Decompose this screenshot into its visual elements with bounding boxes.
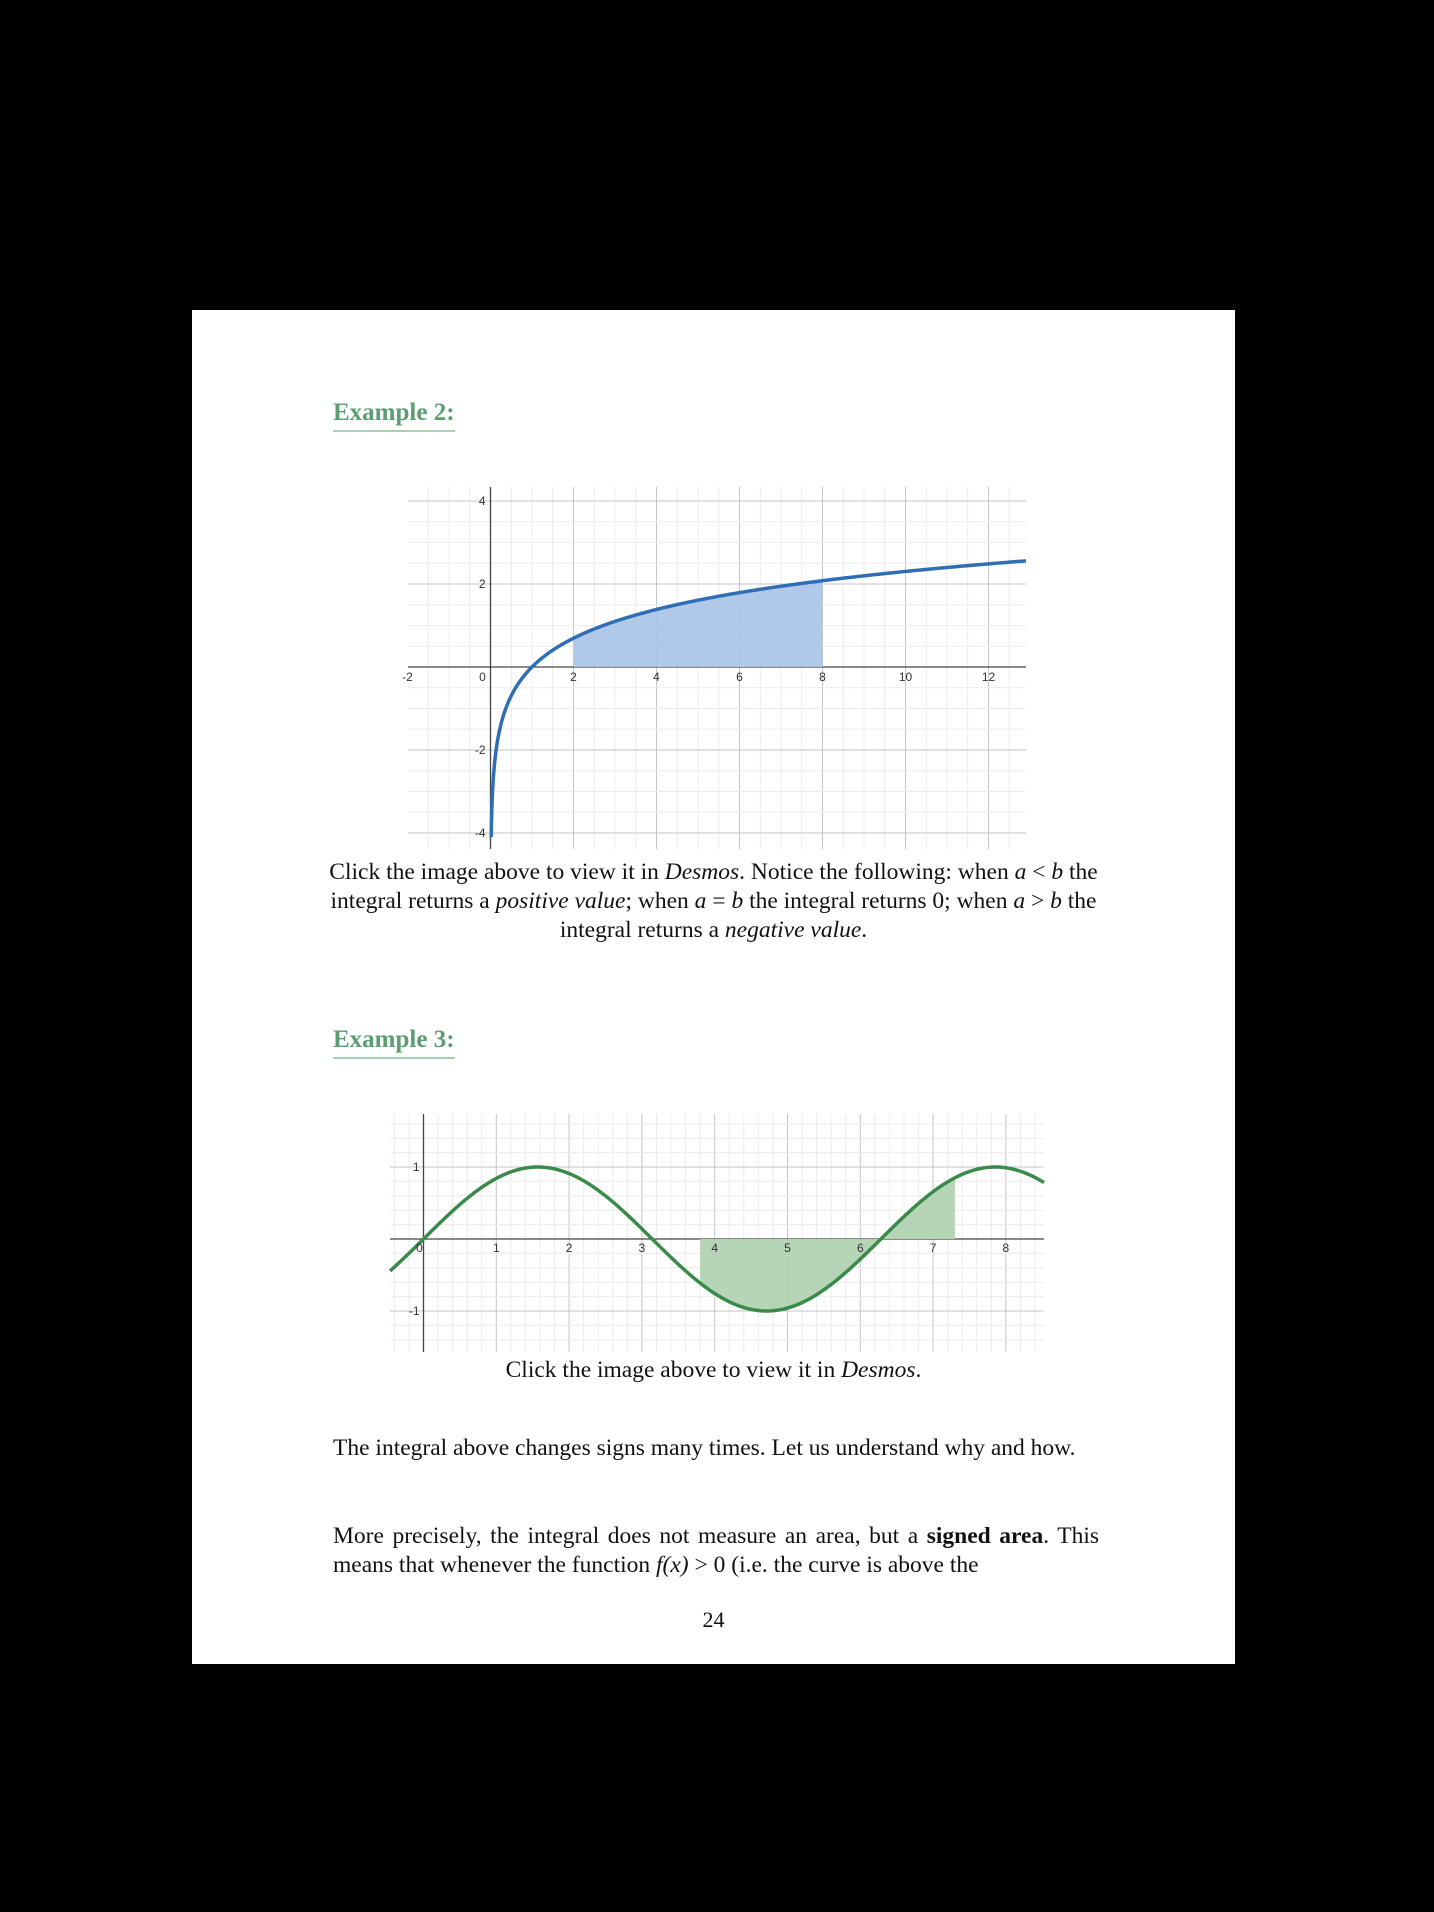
caption-text: the integral returns a [559,888,1097,943]
example-2-heading: Example 2: [333,398,455,432]
x-tick-label: 1 [492,1241,500,1255]
caption-text: the integral returns a [330,859,1098,914]
var-a: a [694,888,707,914]
x-tick-label: 8 [1002,1241,1010,1255]
caption-text: . [861,917,868,943]
caption-text: the integral returns 0; when [743,888,1014,914]
caption-text: ; when [625,888,695,914]
signed-area-term: signed area [926,1523,1044,1549]
paragraph-sign-changes: The integral above changes signs many times. Let us understand why and how. [333,1435,1076,1461]
x-tick-label: 0 [416,1241,423,1255]
equals: = [706,888,732,914]
positive-value: positive value [495,888,626,914]
x-tick-label: 6 [736,670,743,684]
x-tick-label: 4 [653,670,660,684]
var-b: b [1050,888,1062,914]
x-tick-label: 3 [638,1241,646,1255]
caption-text: . [915,1357,922,1383]
document-page [192,310,1235,1664]
example-3-desmos-graph[interactable] [390,1114,1044,1357]
example-3-caption [322,1356,1105,1385]
shaded-region [700,1178,955,1311]
x-tick-label: 7 [929,1241,937,1255]
x-tick-label: 2 [565,1241,573,1255]
paragraph-text: More precisely, the integral does not measure an area, but a [333,1523,927,1549]
y-tick-label: -1 [408,1304,420,1318]
var-a: a [1014,859,1027,885]
caption-text: . Notice the following: when [739,859,1015,885]
x-tick-label: 12 [981,670,996,684]
y-tick-label: 4 [478,494,486,508]
var-a: a [1013,888,1026,914]
desmos-word: Desmos [664,859,740,885]
paragraph-signed-area [333,1522,1099,1580]
var-b: b [1051,859,1064,885]
page-number: 24 [702,1607,725,1632]
y-tick-label: 1 [412,1160,420,1174]
less-than: < [1026,859,1052,885]
x-tick-label: -2 [402,670,413,684]
caption-text: Click the image above to view it in [505,1357,842,1383]
example-3-heading: Example 3: [333,1025,455,1059]
caption-text: Click the image above to view it in [329,859,665,885]
x-tick-label: 10 [898,670,913,684]
y-tick-label: -4 [474,826,486,840]
f-of-x: f(x) [656,1552,689,1578]
greater-than: > [1025,888,1051,914]
y-tick-label: 2 [478,577,486,591]
paragraph-text: > 0 (i.e. the curve is above the [688,1552,979,1578]
x-tick-label: 8 [819,670,826,684]
paragraph-text: . This means that whenever the function [333,1523,1099,1578]
ln-graph-svg[interactable] [402,487,1026,849]
desmos-word: Desmos [841,1357,916,1383]
x-tick-label: 0 [479,670,486,684]
sin-graph-svg[interactable] [390,1114,1044,1352]
x-tick-label: 5 [784,1241,791,1255]
x-tick-label: 2 [570,670,577,684]
x-tick-label: 4 [711,1241,719,1255]
y-tick-label: -2 [474,743,486,757]
example-2-desmos-graph[interactable] [402,487,1026,854]
example-2-caption [322,858,1105,945]
var-b: b [731,888,744,914]
negative-value: negative value [724,917,862,943]
x-tick-label: 6 [856,1241,864,1255]
